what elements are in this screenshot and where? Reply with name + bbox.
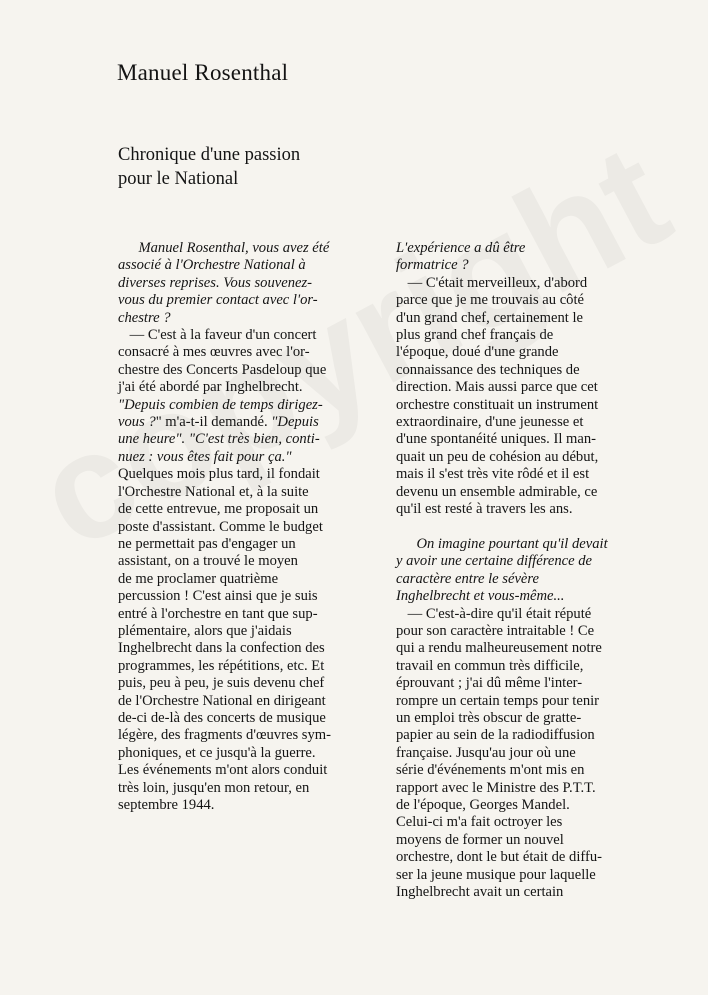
- text-line: consacré à mes œuvres avec l'or-: [118, 344, 310, 361]
- text-line: Les événements m'ont alors conduit: [118, 762, 328, 779]
- text-line: plémentaire, alors que j'aidais: [118, 622, 292, 639]
- text-line: Inghelbrecht avait un certain: [396, 884, 564, 901]
- text-line: légère, des fragments d'œuvres sym-: [118, 727, 331, 744]
- text-line: qu'il est resté à travers les ans.: [396, 501, 573, 518]
- text-line: de me proclamer quatrième: [118, 570, 279, 587]
- question-line: caractère entre le sévère: [396, 570, 540, 587]
- text-line: d'un grand chef, certainement le: [396, 309, 583, 326]
- paragraph-gap: [396, 519, 654, 536]
- question-line: vous du premier contact avec l'or-: [118, 292, 318, 309]
- text-line: programmes, les répétitions, etc. Et: [118, 657, 325, 674]
- text-line: parce que je me trouvais au côté: [396, 292, 585, 309]
- text-line: — C'est-à-dire qu'il était réputé: [407, 605, 592, 622]
- question-line: nuez : vous êtes fait pour ça.": [118, 448, 292, 465]
- text-line: rompre un certain temps pour tenir: [396, 692, 600, 709]
- text-line: de cette entrevue, me proposait un: [118, 501, 319, 518]
- question-line: L'expérience a dû être: [396, 240, 526, 256]
- text-line: septembre 1944.: [118, 797, 215, 813]
- text-line: pour son caractère intraitable ! Ce: [396, 622, 595, 639]
- author-name: Manuel Rosenthal: [117, 60, 289, 85]
- text-line: connaissance des techniques de: [396, 361, 580, 378]
- text-line: de-ci de-là des concerts de musique: [118, 709, 326, 726]
- right-column: [396, 240, 654, 901]
- text-line: Celui-ci m'a fait octroyer les: [396, 814, 563, 831]
- question-line: On imagine pourtant qu'il devait: [416, 535, 608, 552]
- text-line: de l'Orchestre National en dirigeant: [118, 692, 326, 709]
- text-line: j'ai été abordé par Inghelbrecht.: [118, 379, 303, 396]
- text-line: puis, peu à peu, je suis devenu chef: [118, 675, 325, 692]
- text-line: extraordinaire, d'une jeunesse et: [396, 414, 584, 431]
- text-line: entré à l'orchestre en tant que sup-: [118, 605, 318, 622]
- left-column: [118, 240, 370, 814]
- text-line: mais il s'est très vite rôdé et il est: [396, 466, 590, 483]
- text-line: moyens de former un nouvel: [396, 831, 564, 848]
- text-line: phoniques, et ce jusqu'à la guerre.: [118, 744, 316, 761]
- text-line: rapport avec le Ministre des P.T.T.: [396, 779, 596, 796]
- title-line: pour le National: [118, 169, 239, 189]
- question-line: Manuel Rosenthal, vous avez été: [138, 240, 330, 256]
- text-line: française. Jusqu'au jour où une: [396, 744, 576, 761]
- question-line: chestre ?: [118, 309, 171, 326]
- text-line: assistant, on a trouvé le moyen: [118, 553, 298, 570]
- question-line: Inghelbrecht et vous-même...: [396, 588, 565, 605]
- text-line: — C'est à la faveur d'un concert: [129, 327, 317, 344]
- text-line: orchestre, dont le but était de diffu-: [396, 849, 603, 866]
- text-line: très loin, jusqu'en mon retour, en: [118, 779, 310, 796]
- text-line: orchestre constituait un instrument: [396, 396, 599, 413]
- question-line: associé à l'Orchestre National à: [118, 257, 306, 274]
- text-line: direction. Mais aussi parce que cet: [396, 379, 598, 396]
- text-line: devenu un ensemble admirable, ce: [396, 483, 598, 500]
- question-line: "Depuis combien de temps dirigez-: [118, 396, 323, 413]
- article-title: [118, 143, 300, 191]
- title-line: Chronique d'une passion: [118, 145, 301, 165]
- question-line: y avoir une certaine différence de: [396, 553, 592, 570]
- text-line: chestre des Concerts Pasdeloup que: [118, 361, 327, 378]
- text-line: éprouvant ; j'ai dû même l'inter-: [396, 675, 583, 692]
- text-line: qui a rendu malheureusement notre: [396, 640, 602, 657]
- text-line: l'époque, doué d'une grande: [396, 344, 559, 361]
- text-line: Inghelbrecht dans la confection des: [118, 640, 325, 657]
- text-line: ser la jeune musique pour laquelle: [396, 866, 596, 883]
- text-line: quait un peu de cohésion au début,: [396, 448, 599, 465]
- text-line: série d'événements m'ont mis en: [396, 762, 585, 779]
- text-line: poste d'assistant. Comme le budget: [118, 518, 323, 535]
- text-line: ne permettait pas d'engager un: [118, 535, 296, 552]
- text-line: un emploi très obscur de gratte-: [396, 709, 582, 726]
- text-line: Quelques mois plus tard, il fondait: [118, 466, 320, 483]
- text-line: travail en commun très difficile,: [396, 657, 584, 674]
- text-line: l'Orchestre National et, à la suite: [118, 483, 309, 500]
- text-line: vous ?" m'a-t-il demandé. "Depuis: [118, 414, 319, 431]
- text-line: percussion ! C'est ainsi que je suis: [118, 588, 318, 605]
- text-line: — C'était merveilleux, d'abord: [407, 274, 588, 291]
- text-line: plus grand chef français de: [396, 327, 554, 344]
- text-line: de l'époque, Georges Mandel.: [396, 796, 570, 813]
- question-line: une heure". "C'est très bien, conti-: [118, 431, 320, 448]
- question-line: diverses reprises. Vous souvenez-: [118, 274, 313, 291]
- text-line: d'une spontanéité uniques. Il man-: [396, 431, 597, 448]
- question-line: formatrice ?: [396, 257, 469, 274]
- text-line: papier au sein de la radiodiffusion: [396, 727, 595, 744]
